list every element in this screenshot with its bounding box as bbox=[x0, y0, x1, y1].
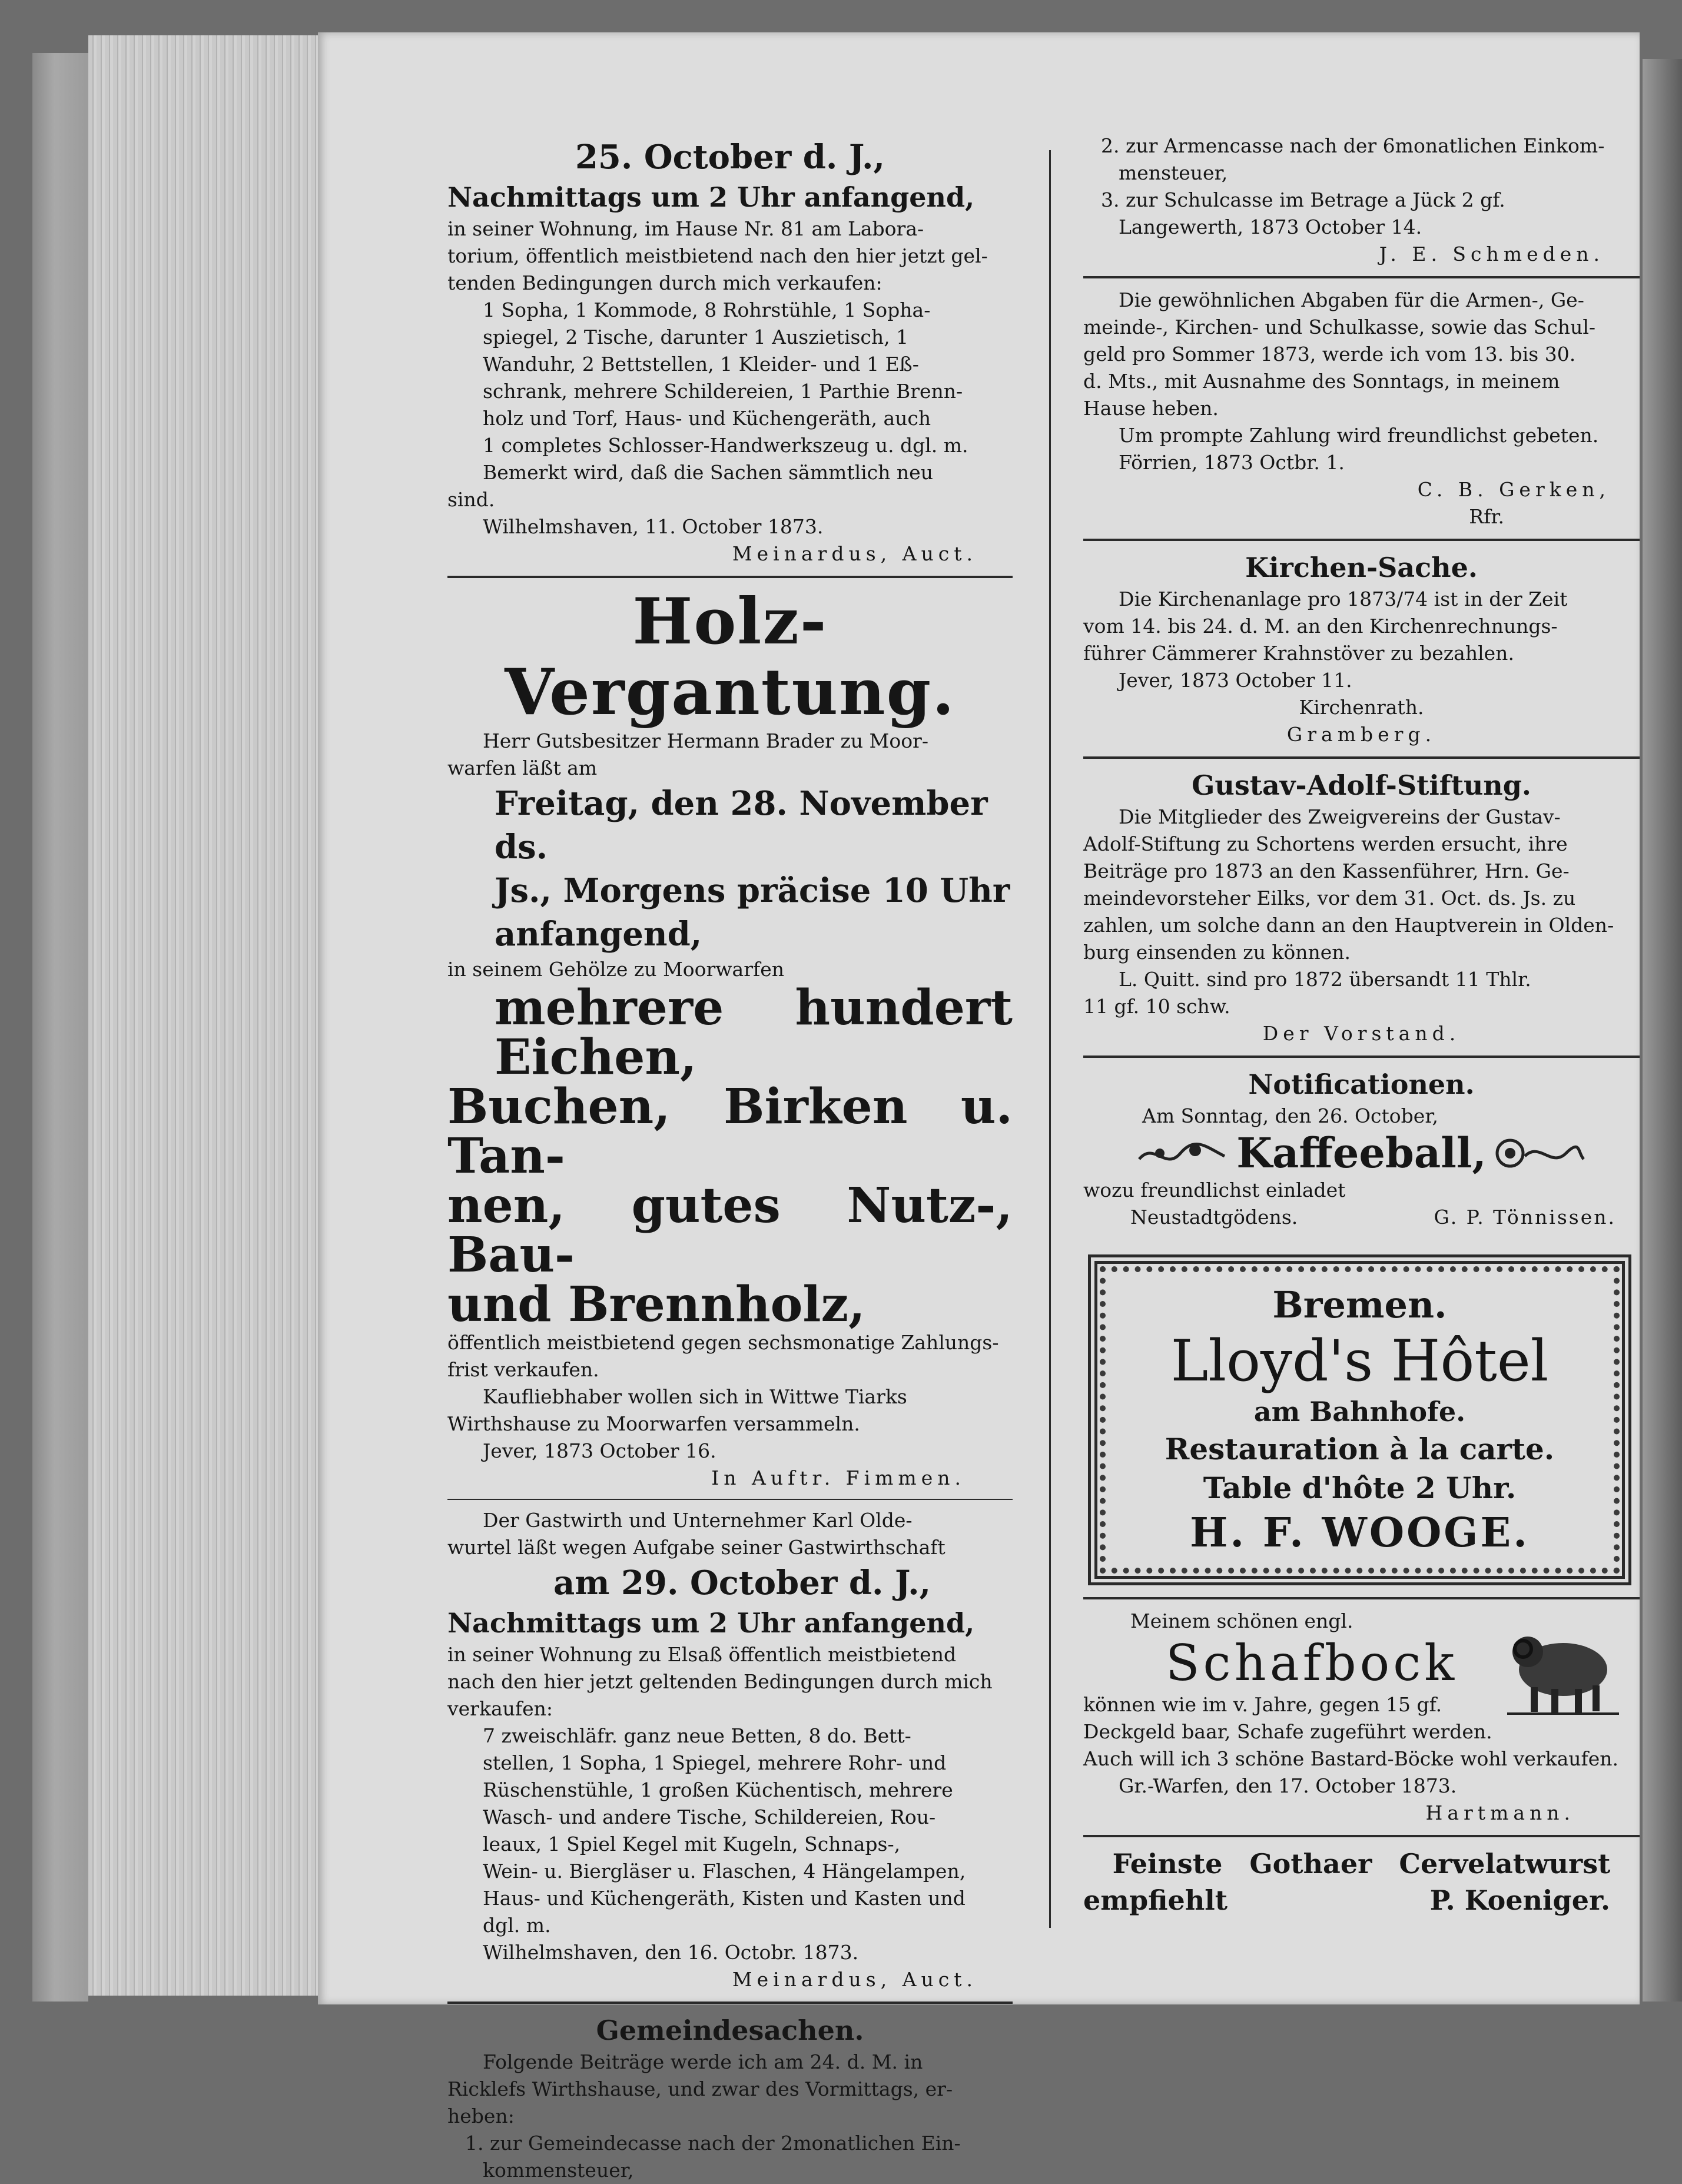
auction-text-line: verkaufen: bbox=[447, 1697, 553, 1720]
ad-text-line: Deckgeld baar, Schafe zugeführt werden. bbox=[1083, 1720, 1492, 1743]
notice-signature: Der Vorstand. bbox=[1262, 1022, 1461, 1045]
auction-item-line: Bemerkt wird, daß die Sachen sämmtlich neu bbox=[483, 461, 933, 484]
gustav-adolf-stiftung-notice bbox=[1083, 767, 1640, 1047]
ad-text-line: Kaufliebhaber wollen sich in Wittwe Tiarks bbox=[483, 1385, 907, 1408]
section-rule bbox=[1083, 756, 1640, 759]
auction-item-line: Haus- und Küchengeräth, Kisten und Kasten und bbox=[483, 1887, 966, 1910]
ad-text-line: frist verkaufen. bbox=[447, 1358, 599, 1381]
section-rule bbox=[447, 576, 1013, 578]
ad-goods-line: nen, gutes Nutz-, Bau- bbox=[447, 1177, 1013, 1283]
notice-item-line: 2. zur Armencasse nach der 6monatlichen Einkom- bbox=[1101, 134, 1605, 157]
notice-text-line: vom 14. bis 24. d. M. an den Kirchenrechnungs- bbox=[1083, 615, 1558, 638]
ad-intro-line: Meinem schönen engl. bbox=[1130, 1609, 1353, 1632]
event-name: Kaffeeball, bbox=[1236, 1128, 1487, 1177]
notice-place-date: Langewerth, 1873 October 14. bbox=[1119, 215, 1422, 238]
notice-place-date: Jever, 1873 October 11. bbox=[1119, 669, 1352, 692]
ad-signature: In Auftr. Fimmen. bbox=[711, 1466, 966, 1489]
cervelatwurst-ad bbox=[1083, 1846, 1640, 1919]
right-column bbox=[1083, 132, 1640, 1919]
column-divider bbox=[1049, 150, 1051, 1928]
ad-signature: P. Koeniger. bbox=[1429, 1884, 1610, 1916]
auction-time: Nachmittags um 2 Uhr anfangend, bbox=[447, 1607, 975, 1639]
ad-goods-line: mehrere hundert Eichen, bbox=[495, 980, 1013, 1086]
auction-intro-line: wurtel läßt wegen Aufgabe seiner Gastwirthschaft bbox=[447, 1536, 945, 1559]
notice-text-line: d. Mts., mit Ausnahme des Sonntags, in meinem bbox=[1083, 370, 1560, 393]
ad-signature: Hartmann. bbox=[1425, 1801, 1575, 1824]
auction-ad-oldewurtel bbox=[447, 1507, 1013, 1993]
auction-item-line: 1 completes Schlosser-Handwerkszeug u. dgl. m. bbox=[483, 434, 968, 457]
ad-recommends: empfiehlt bbox=[1083, 1884, 1228, 1916]
left-flourish-icon bbox=[1136, 1136, 1230, 1171]
section-rule bbox=[447, 1499, 1013, 1500]
ram-icon bbox=[1504, 1619, 1622, 1722]
auction-date: am 29. October d. J., bbox=[553, 1564, 931, 1602]
auction-item-line: schrank, mehrere Schildereien, 1 Parthie Brenn- bbox=[483, 380, 963, 403]
ad-table-line: Table d'hôte 2 Uhr. bbox=[1203, 1471, 1517, 1505]
notificationen-kaffeeball bbox=[1083, 1066, 1640, 1231]
auction-signature: Meinardus, Auct. bbox=[732, 542, 977, 565]
auction-text-end: sind. bbox=[447, 488, 495, 511]
notice-item-line: kommensteuer, bbox=[483, 2159, 634, 2182]
section-rule bbox=[1083, 276, 1640, 278]
tax-collection-notice-langewerth bbox=[1083, 132, 1640, 268]
section-rule bbox=[1083, 1056, 1640, 1058]
auction-text-line: in seiner Wohnung, im Hause Nr. 81 am Labora- bbox=[447, 217, 924, 240]
auction-time: Nachmittags um 2 Uhr anfangend, bbox=[447, 181, 975, 213]
notice-text-line: zahlen, um solche dann an den Hauptverein in Olden- bbox=[1083, 914, 1614, 937]
ad-text-line: Auch will ich 3 schöne Bastard-Böcke wohl verkaufen. bbox=[1083, 1747, 1619, 1770]
left-column bbox=[447, 135, 1013, 2184]
notice-text-line: Ricklefs Wirthshause, und zwar des Vormittags, er- bbox=[447, 2077, 953, 2100]
auction-item-line: 7 zweischläfr. ganz neue Betten, 8 do. Bett- bbox=[483, 1724, 911, 1747]
ad-text-line: öffentlich meistbietend gegen sechsmonatige Zahlungs- bbox=[447, 1331, 999, 1354]
ad-product-line: Feinste Gothaer Cervelatwurst bbox=[1112, 1848, 1611, 1880]
right-flourish-icon bbox=[1492, 1136, 1587, 1171]
ad-intro-line: Herr Gutsbesitzer Hermann Brader zu Moor- bbox=[483, 729, 928, 752]
ad-date-line: Js., Morgens präcise 10 Uhr bbox=[495, 871, 1010, 910]
section-title: Kirchen-Sache. bbox=[1245, 552, 1478, 583]
ad-signature-row bbox=[1083, 1882, 1640, 1919]
notice-item-line: mensteuer, bbox=[1119, 161, 1228, 184]
notice-text-line: Adolf-Stiftung zu Schortens werden ersucht, ihre bbox=[1083, 832, 1568, 855]
ad-date-line: Freitag, den 28. November ds. bbox=[495, 784, 988, 867]
section-rule bbox=[447, 2002, 1013, 2004]
notice-place-date: Förrien, 1873 Octbr. 1. bbox=[1119, 451, 1345, 474]
notice-item-line: 3. zur Schulcasse im Betrage a Jück 2 gf. bbox=[1101, 188, 1505, 211]
auction-place-date: Wilhelmshaven, 11. October 1873. bbox=[483, 515, 824, 538]
notice-text-line: Die gewöhnlichen Abgaben für die Armen-, Ge- bbox=[1119, 288, 1584, 311]
ad-city: Bremen. bbox=[1272, 1283, 1447, 1326]
ad-headline: Holz-Vergantung. bbox=[505, 585, 956, 729]
kaffeeball-banner bbox=[1083, 1130, 1640, 1177]
schafbock-ad bbox=[1083, 1608, 1640, 1827]
auction-item-line: leaux, 1 Spiel Kegel mit Kugeln, Schnaps-, bbox=[483, 1833, 901, 1856]
auction-item-line: stellen, 1 Sopha, 1 Spiegel, mehrere Rohr- und bbox=[483, 1751, 947, 1774]
kirchen-sache-notice bbox=[1083, 549, 1640, 748]
auction-item-line: Wanduhr, 2 Bettstellen, 1 Kleider- und 1 Eß- bbox=[483, 353, 919, 376]
notice-signature: Gramberg. bbox=[1286, 723, 1436, 746]
ad-owner: H. F. WOOGE. bbox=[1190, 1509, 1530, 1556]
notice-text-line: Folgende Beiträge werde ich am 24. d. M. in bbox=[483, 2050, 923, 2073]
tax-collection-notice-forrien bbox=[1083, 287, 1640, 530]
ad-place-date: Gr.-Warfen, den 17. October 1873. bbox=[1119, 1774, 1457, 1797]
auction-item-line: Wasch- und andere Tische, Schildereien, Rou- bbox=[483, 1805, 936, 1828]
ad-goods-line: und Brennholz, bbox=[447, 1276, 865, 1333]
ad-date-line: anfangend, bbox=[495, 915, 702, 954]
notice-text-line: Beiträge pro 1873 an den Kassenführer, Hrn. Ge- bbox=[1083, 859, 1570, 882]
event-date-line: Am Sonntag, den 26. October, bbox=[1142, 1104, 1438, 1127]
notice-text-line: meinde-, Kirchen- und Schulkasse, sowie das Schul- bbox=[1083, 316, 1596, 338]
auction-text-line: tenden Bedingungen durch mich verkaufen: bbox=[447, 271, 883, 294]
notice-text-line: Um prompte Zahlung wird freundlichst gebeten. bbox=[1119, 424, 1599, 447]
auction-item-line: Wein- u. Biergläser u. Flaschen, 4 Hängelampen, bbox=[483, 1860, 966, 1883]
notice-text-line: 11 gf. 10 schw. bbox=[1083, 995, 1230, 1018]
notice-text-line: Die Mitglieder des Zweigvereins der Gustav- bbox=[1119, 805, 1561, 828]
auction-item-line: spiegel, 2 Tische, darunter 1 Auszietisch, 1 bbox=[483, 326, 909, 348]
notice-text-line: meindevorsteher Eilks, vor dem 31. Oct. ds. Js. zu bbox=[1083, 887, 1576, 910]
auction-text-line: torium, öffentlich meistbietend nach den hier jetzt gel- bbox=[447, 244, 988, 267]
section-title: Gemeindesachen. bbox=[596, 2014, 864, 2046]
auction-item-line: Rüschenstühle, 1 großen Küchentisch, mehrere bbox=[483, 1778, 953, 1801]
event-signature: G. P. Tönnissen. bbox=[1434, 1206, 1616, 1229]
notice-signature: C. B. Gerken, bbox=[1417, 478, 1610, 501]
notice-text-line: führer Cämmerer Krahnstöver zu bezahlen. bbox=[1083, 642, 1514, 665]
auction-ad-meinardus-1 bbox=[447, 135, 1013, 567]
auction-date: 25. October d. J., bbox=[575, 138, 885, 177]
ad-text-line: Wirthshause zu Moorwarfen versammeln. bbox=[447, 1412, 860, 1435]
notice-signature: J. E. Schmeden. bbox=[1379, 243, 1604, 265]
section-rule bbox=[1083, 1835, 1640, 1837]
lloyds-hotel-ad bbox=[1088, 1254, 1631, 1585]
notice-signature-role: Rfr. bbox=[1469, 505, 1504, 528]
notice-text-line: Die Kirchenanlage pro 1873/74 ist in der Zeit bbox=[1119, 588, 1568, 610]
section-rule bbox=[1083, 1597, 1640, 1599]
notice-text-line: geld pro Sommer 1873, werde ich vom 13. bis 30. bbox=[1083, 343, 1576, 366]
auction-signature: Meinardus, Auct. bbox=[732, 1968, 977, 1991]
page-stack bbox=[88, 35, 324, 1996]
auction-item-line: holz und Torf, Haus- und Küchengeräth, auch bbox=[483, 407, 931, 430]
event-place: Neustadtgödens. bbox=[1130, 1206, 1298, 1229]
auction-text-line: in seiner Wohnung zu Elsaß öffentlich meistbietend bbox=[447, 1643, 957, 1666]
notice-text-line: L. Quitt. sind pro 1872 übersandt 11 Thlr. bbox=[1119, 968, 1531, 991]
ad-location: am Bahnhofe. bbox=[1253, 1396, 1466, 1428]
ad-place-line: in seinem Gehölze zu Moorwarfen bbox=[447, 958, 784, 981]
ad-title: Schafbock bbox=[1166, 1634, 1458, 1692]
notice-text-line: burg einsenden zu können. bbox=[1083, 941, 1351, 964]
book-spine-edge bbox=[32, 53, 88, 2002]
ad-intro-line: warfen läßt am bbox=[447, 756, 598, 779]
auction-intro-line: Der Gastwirth und Unternehmer Karl Olde- bbox=[483, 1509, 913, 1532]
section-rule bbox=[1083, 539, 1640, 541]
auction-text-line: nach den hier jetzt geltenden Bedingungen durch mich bbox=[447, 1670, 993, 1693]
ad-restaurant-line: Restauration à la carte. bbox=[1165, 1432, 1555, 1466]
ad-text-line: können wie im v. Jahre, gegen 15 gf. bbox=[1083, 1693, 1442, 1716]
ad-hotel-name: Lloyd's Hôtel bbox=[1170, 1328, 1549, 1394]
holz-vergantung-ad bbox=[447, 586, 1013, 1492]
section-title: Notificationen. bbox=[1248, 1068, 1475, 1100]
event-signature-row bbox=[1083, 1204, 1640, 1231]
notice-text-line: heben: bbox=[447, 2105, 515, 2127]
auction-item-line: dgl. m. bbox=[483, 1914, 551, 1937]
auction-place-date: Wilhelmshaven, den 16. Octobr. 1873. bbox=[483, 1941, 859, 1964]
auction-item-line: 1 Sopha, 1 Kommode, 8 Rohrstühle, 1 Sopha- bbox=[483, 298, 931, 321]
ad-goods-line: Buchen, Birken u. Tan- bbox=[447, 1078, 1013, 1184]
section-title: Gustav-Adolf-Stiftung. bbox=[1192, 769, 1531, 801]
right-page-edge bbox=[1643, 59, 1682, 2002]
notice-body: Kirchenrath. bbox=[1299, 696, 1424, 719]
event-invite-line: wozu freundlichst einladet bbox=[1083, 1179, 1346, 1201]
ad-place-date: Jever, 1873 October 16. bbox=[483, 1439, 716, 1462]
notice-item-line: 1. zur Gemeindecasse nach der 2monatlichen Ein- bbox=[465, 2132, 961, 2155]
notice-text-line: Hause heben. bbox=[1083, 397, 1219, 420]
